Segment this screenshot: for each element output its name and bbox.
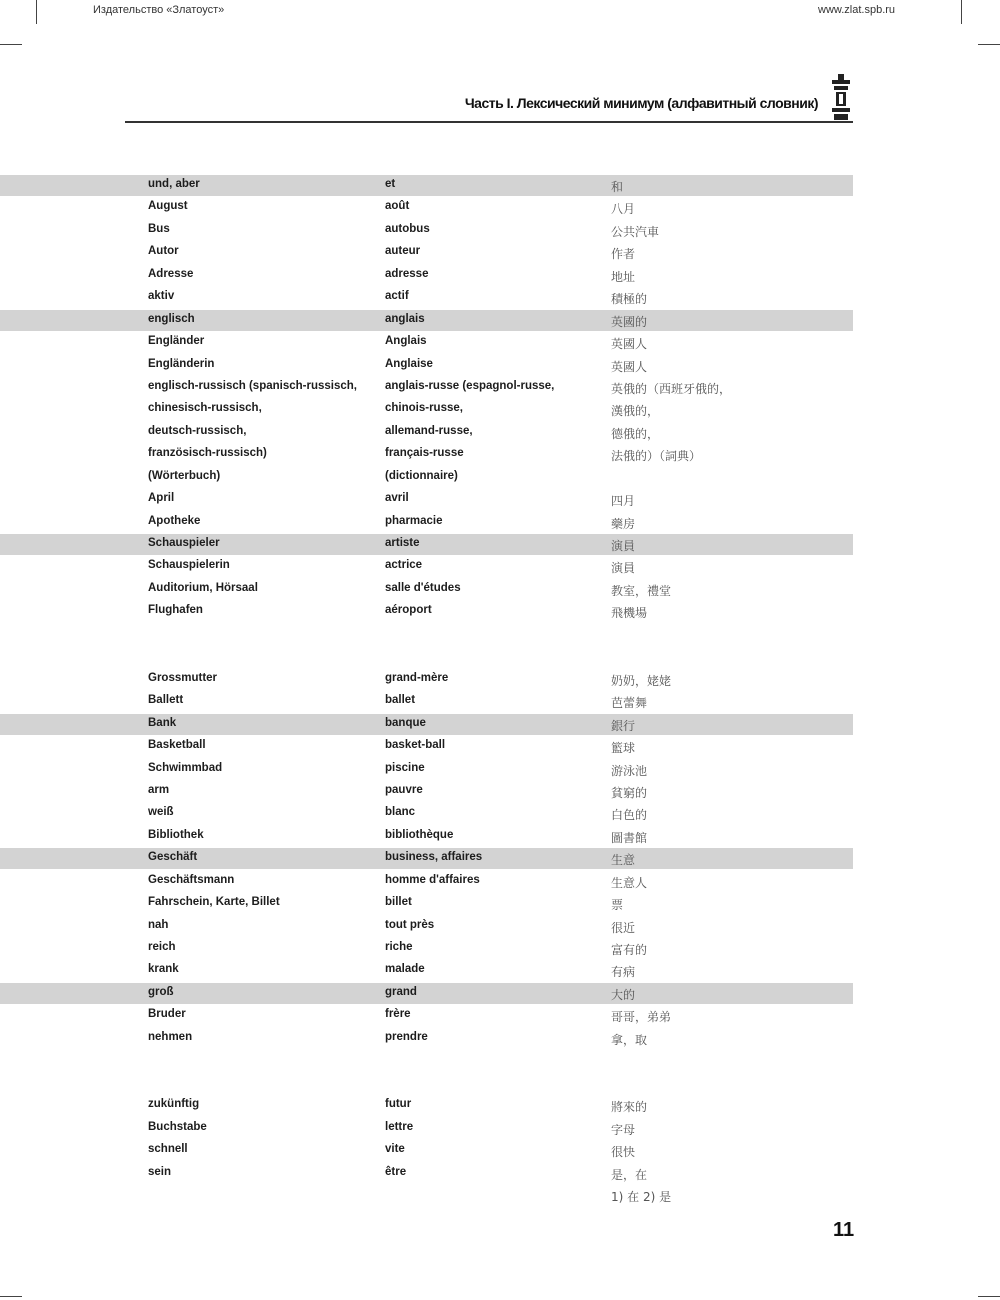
german-term: Schwimmbad	[148, 761, 223, 774]
row-highlight	[0, 175, 853, 196]
chapter-title: Часть I. Лексический минимум (алфавитный словник)	[464, 95, 818, 111]
chinese-term: 大的	[611, 987, 636, 1002]
french-term: actif	[385, 290, 409, 303]
crop-mark	[961, 0, 962, 24]
dictionary-row	[0, 983, 1000, 1005]
dictionary-row	[0, 556, 1000, 578]
dictionary-row	[0, 220, 1000, 242]
chinese-term: 和	[611, 180, 624, 194]
dictionary-row	[0, 399, 1000, 421]
chinese-term: 四月	[611, 494, 636, 509]
chinese-term: 演員	[611, 561, 636, 576]
french-term: tout près	[385, 918, 435, 931]
chinese-term: 英俄的（西班牙俄的，	[611, 381, 732, 396]
dictionary-row	[0, 893, 1000, 915]
german-term: August	[148, 200, 188, 213]
german-term: Autor	[148, 245, 179, 258]
chinese-term: 游泳池	[611, 763, 648, 778]
french-term: auteur	[385, 245, 421, 258]
chinese-term: 法俄的）（詞典）	[611, 449, 702, 464]
chinese-term: 作者	[611, 247, 636, 262]
chinese-term: 飛機場	[611, 606, 648, 621]
french-term: (dictionnaire)	[385, 469, 458, 482]
french-term: lettre	[385, 1120, 414, 1133]
german-term: Schauspielerin	[148, 559, 230, 572]
german-term: aktiv	[148, 290, 175, 303]
french-term: grand-mère	[385, 671, 449, 684]
french-term: être	[385, 1165, 407, 1178]
dictionary-row	[0, 175, 1000, 197]
dictionary-row	[0, 534, 1000, 556]
chinese-term: 籃球	[611, 741, 636, 756]
chinese-term: 圖書館	[611, 830, 648, 845]
german-term: Auditorium, Hörsaal	[148, 581, 258, 594]
dictionary-row	[0, 1185, 1000, 1207]
french-term: grand	[385, 985, 417, 998]
chinese-term: 漢俄的，	[611, 404, 660, 419]
french-term: anglais	[385, 312, 425, 325]
german-term: sein	[148, 1165, 172, 1178]
dictionary-row	[0, 422, 1000, 444]
german-term: groß	[148, 985, 174, 998]
german-term: Bruder	[148, 1008, 186, 1021]
french-term: pauvre	[385, 783, 423, 796]
chinese-term: 字母	[611, 1122, 636, 1137]
dictionary-row	[0, 1028, 1000, 1050]
german-term: Buchstabe	[148, 1120, 207, 1133]
chinese-term: 地址	[611, 269, 636, 284]
french-term: anglais-russe (espagnol-russe,	[385, 379, 555, 392]
chinese-term: 芭蕾舞	[611, 696, 648, 711]
french-term: futur	[385, 1098, 412, 1111]
chinese-term: 白色的	[611, 808, 648, 823]
french-term: allemand-russe,	[385, 424, 473, 437]
dictionary-row	[0, 242, 1000, 264]
chinese-term: 票	[611, 898, 624, 913]
french-term: billet	[385, 896, 412, 909]
german-term: nehmen	[148, 1030, 193, 1043]
french-term: août	[385, 200, 410, 213]
dictionary-row	[0, 310, 1000, 332]
chinese-term: 銀行	[611, 718, 636, 733]
crop-mark	[0, 1296, 22, 1297]
row-highlight	[0, 714, 853, 735]
chinese-term: 公共汽車	[611, 224, 660, 239]
french-term: banque	[385, 716, 426, 729]
french-term: aéroport	[385, 604, 432, 617]
row-highlight	[0, 983, 853, 1004]
french-term: blanc	[385, 806, 416, 819]
dictionary-row	[0, 197, 1000, 219]
german-term: Ballett	[148, 694, 184, 707]
chinese-term: 藥房	[611, 516, 636, 531]
german-term: englisch	[148, 312, 195, 325]
german-term: Bank	[148, 716, 177, 729]
chinese-term: 八月	[611, 202, 636, 217]
dictionary-row	[0, 1163, 1000, 1185]
german-term: Apotheke	[148, 514, 201, 527]
dictionary-row	[0, 848, 1000, 870]
french-term: adresse	[385, 267, 429, 280]
french-term: vite	[385, 1143, 405, 1156]
chapter-rule	[125, 121, 853, 123]
french-term: pharmacie	[385, 514, 443, 527]
german-term: Basketball	[148, 739, 206, 752]
french-term: artiste	[385, 537, 420, 549]
chinese-term: 英國的	[611, 314, 648, 329]
dictionary-table	[0, 175, 1000, 1207]
dictionary-row	[0, 1140, 1000, 1162]
german-term: Engländerin	[148, 357, 215, 370]
dictionary-row	[0, 938, 1000, 960]
french-term: salle d'études	[385, 581, 461, 594]
dictionary-row	[0, 714, 1000, 736]
chinese-term: 英國人	[611, 359, 648, 374]
french-term: avril	[385, 492, 409, 505]
french-term: frère	[385, 1008, 411, 1021]
german-term: chinesisch-russisch,	[148, 402, 262, 415]
french-term: riche	[385, 941, 413, 953]
chinese-term: 教室，禮堂	[611, 583, 672, 598]
dictionary-row	[0, 287, 1000, 309]
german-term: weiß	[148, 806, 174, 819]
french-term: français-russe	[385, 447, 464, 460]
french-term: et	[385, 178, 396, 190]
dictionary-row	[0, 489, 1000, 511]
dictionary-row	[0, 736, 1000, 758]
dictionary-row	[0, 332, 1000, 354]
row-highlight	[0, 310, 853, 331]
german-term: Flughafen	[148, 604, 203, 617]
german-term: schnell	[148, 1143, 188, 1156]
dictionary-row	[0, 871, 1000, 893]
chinese-term: 富有的	[611, 943, 648, 957]
dictionary-row	[0, 512, 1000, 534]
dictionary-row	[0, 1118, 1000, 1140]
dictionary-row	[0, 781, 1000, 803]
dictionary-row	[0, 916, 1000, 938]
dictionary-row	[0, 826, 1000, 848]
dictionary-row	[0, 467, 1000, 489]
crop-mark	[0, 44, 22, 45]
german-term: Fahrschein, Karte, Billet	[148, 896, 280, 909]
dictionary-row	[0, 355, 1000, 377]
chinese-term: 很快	[611, 1145, 636, 1160]
french-term: business, affaires	[385, 851, 483, 864]
german-term: Geschäft	[148, 851, 198, 864]
chinese-term: 積極的	[611, 292, 648, 307]
french-term: homme d'affaires	[385, 873, 480, 886]
french-term: Anglaise	[385, 357, 433, 370]
dictionary-row	[0, 669, 1000, 691]
chinese-term: 將來的	[611, 1100, 648, 1115]
german-term: Adresse	[148, 267, 194, 280]
german-term: April	[148, 492, 175, 505]
chinese-term: 奶奶，姥姥	[611, 673, 672, 688]
french-term: actrice	[385, 559, 423, 572]
dictionary-row	[0, 1005, 1000, 1027]
german-term: nah	[148, 918, 169, 931]
dictionary-row	[0, 960, 1000, 982]
section-gap	[0, 1050, 1000, 1095]
dictionary-row	[0, 1095, 1000, 1117]
french-term: basket-ball	[385, 739, 446, 752]
crop-mark	[36, 0, 37, 24]
chinese-term: 英國人	[611, 337, 648, 352]
chinese-term: 德俄的，	[611, 426, 660, 441]
french-term: autobus	[385, 222, 430, 235]
chinese-term: 是，在	[611, 1167, 648, 1182]
dictionary-row	[0, 691, 1000, 713]
chinese-term: 1) 在 2) 是	[611, 1189, 672, 1204]
german-term: zukünftig	[148, 1098, 200, 1111]
dictionary-row	[0, 759, 1000, 781]
chinese-term: 拿，取	[611, 1032, 648, 1047]
publisher-website: www.zlat.spb.ru	[818, 4, 896, 16]
german-term: deutsch-russisch,	[148, 424, 247, 437]
chinese-term: 生意人	[611, 875, 648, 890]
german-term: und, aber	[148, 178, 200, 190]
chinese-term: 生意	[611, 853, 636, 868]
section-gap	[0, 624, 1000, 669]
french-term: ballet	[385, 694, 416, 707]
crop-mark	[978, 44, 1000, 45]
german-term: Grossmutter	[148, 671, 218, 684]
german-term: arm	[148, 783, 170, 796]
chinese-term: 很近	[611, 920, 636, 935]
dictionary-row	[0, 579, 1000, 601]
crop-mark	[978, 1296, 1000, 1297]
dictionary-row	[0, 803, 1000, 825]
dictionary-row	[0, 601, 1000, 623]
german-term: Bibliothek	[148, 828, 204, 841]
german-term: Engländer	[148, 335, 205, 348]
chinese-term: 哥哥，弟弟	[611, 1010, 672, 1025]
german-term: (Wörterbuch)	[148, 469, 221, 482]
french-term: chinois-russe,	[385, 402, 463, 415]
german-term: reich	[148, 941, 176, 953]
french-term: piscine	[385, 761, 425, 774]
publisher-logo-icon	[830, 74, 852, 122]
german-term: Bus	[148, 222, 170, 235]
german-term: krank	[148, 963, 179, 976]
chinese-term: 演員	[611, 539, 636, 553]
french-term: malade	[385, 963, 425, 976]
french-term: prendre	[385, 1030, 428, 1043]
row-highlight	[0, 534, 853, 555]
chinese-term: 貧窮的	[611, 785, 648, 800]
german-term: englisch-russisch (spanisch-russisch,	[148, 379, 357, 392]
dictionary-row	[0, 444, 1000, 466]
chinese-term: 有病	[611, 965, 636, 980]
french-term: Anglais	[385, 335, 427, 348]
page-number: 11	[833, 1219, 855, 1241]
publisher-name: Издательство «Златоуст»	[93, 4, 225, 16]
german-term: französisch-russisch)	[148, 447, 267, 460]
dictionary-row	[0, 265, 1000, 287]
french-term: bibliothèque	[385, 828, 454, 841]
german-term: Schauspieler	[148, 537, 220, 549]
dictionary-row	[0, 377, 1000, 399]
german-term: Geschäftsmann	[148, 873, 235, 886]
